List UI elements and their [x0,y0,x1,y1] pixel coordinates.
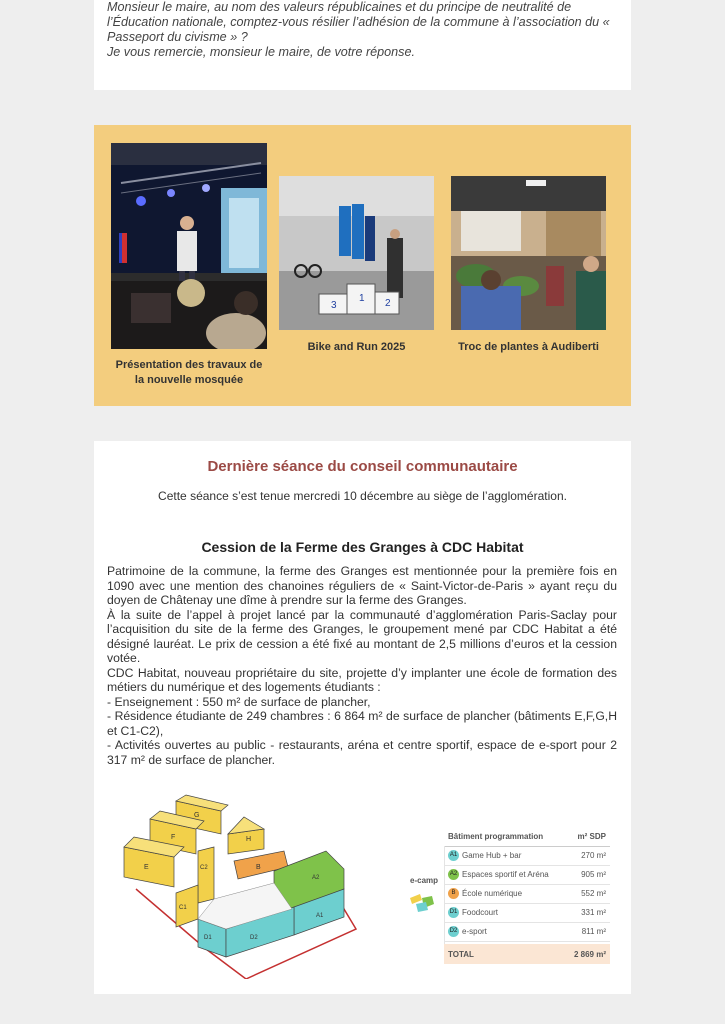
intro-line-2: l’Éducation nationale, comptez-vous résilier l’adhésion de la commune à l’association du « [107,15,610,29]
conseil-title: Dernière séance du conseil communautaire [207,458,518,475]
cession-body [107,564,617,767]
table-total-value: 2 869 m² [573,950,606,959]
table-row [444,865,610,885]
cession-paragraph-6: - Activités ouvertes au public - restaurants, aréna et centre sportif, espace de e-sport pour 2 317 m² de surface de plancher. [107,738,617,767]
photo-mosque-presentation [111,143,267,349]
conseil-card [94,441,631,994]
e-camp-thumbnail [408,890,436,912]
intro-line-4: Je vous remercie, monsieur le maire, de votre réponse. [107,45,415,59]
row-value: 331 m² [581,908,606,917]
row-value: 270 m² [581,851,606,860]
photo-2-caption: Bike and Run 2025 [307,341,406,353]
building-label-h: H [246,836,252,843]
table-header-left: Bâtiment programmation [448,832,544,841]
table-row [444,922,610,942]
row-badge: B [448,888,459,899]
table-header [444,826,610,847]
building-label-a1: A1 [316,913,324,919]
row-label: e-sport [462,927,487,936]
row-badge: D2 [448,926,459,937]
row-badge: A1 [448,850,459,861]
programmation-table [402,826,610,966]
cession-title: Cession de la Ferme des Granges à CDC Habitat [201,539,524,555]
photo-3-caption: Troc de plantes à Audiberti [458,341,599,353]
building-label-c1: C1 [179,905,187,911]
table-row [444,846,610,866]
row-value: 552 m² [581,889,606,898]
table-row [444,903,610,923]
photo-1-caption [111,358,267,388]
row-label: Game Hub + bar [462,851,522,860]
svg-text:3: 3 [331,300,337,311]
building-label-d1: D1 [204,935,212,941]
row-value: 905 m² [581,870,606,879]
table-group-cell [402,846,445,944]
cession-paragraph-5: - Résidence étudiante de 249 chambres : 6 864 m² de surface de plancher (bâtiments E,F,G,H et C1-C2), [107,709,617,738]
cession-paragraph-4: - Enseignement : 550 m² de surface de plancher, [107,694,371,709]
building-label-d2: D2 [250,935,258,941]
table-group-label: e-camp [410,876,439,885]
svg-text:2: 2 [385,298,391,309]
intro-card [94,0,631,90]
building-label-a2: A2 [312,875,320,881]
table-row [444,884,610,904]
table-header-right: m² SDP [577,832,606,841]
table-total-label: TOTAL [448,950,474,959]
building-label-g: G [194,812,200,819]
photo-gallery [94,125,631,406]
row-badge: A2 [448,869,459,880]
conseil-subtitle: Cette séance s’est tenue mercredi 10 décembre au siège de l’agglomération. [158,489,567,503]
photo-bike-and-run [279,176,434,330]
svg-text:1: 1 [359,293,365,304]
cession-paragraph-1: Patrimoine de la commune, la ferme des Granges est mentionnée pour la première fois en 1090 avec une mention des chanoines réguliers de « Saint-Victor-de-Paris » ayant reçu du doyen de Châtenay une dîme à prendre sur la ferme des Granges. [107,564,617,607]
row-badge: D1 [448,907,459,918]
row-value: 811 m² [581,927,606,936]
building-label-b: B [256,864,261,871]
row-label: École numérique [462,889,523,898]
site-plan-illustration [116,789,366,979]
row-label: Foodcourt [462,908,499,917]
intro-line-1: Monsieur le maire, au nom des valeurs républicaines et du principe de neutralité de [107,0,572,14]
building-label-f: F [171,834,176,841]
row-label: Espaces sportif et Aréna [462,870,549,879]
cession-paragraph-3: CDC Habitat, nouveau propriétaire du site, projette d’y implanter une école de formation des métiers du numérique et des logements étudiants : [107,665,617,694]
photo-1-caption-line-1: Présentation des travaux de [115,359,263,371]
table-total-row [444,944,610,964]
photo-plant-swap [451,176,606,330]
building-label-e: E [144,864,149,871]
building-label-c2: C2 [200,865,208,871]
photo-1-caption-line-2: la nouvelle mosquée [134,374,244,386]
intro-line-3: Passeport du civisme » ? [107,30,248,44]
cession-paragraph-2: À la suite de l’appel à projet lancé par la communauté d’agglomération Paris-Saclay pour l’acquisition du site de la ferme des Granges, le groupement mené par CDC Habitat a été désigné lauréat. Le prix de cession a été fixé au montant de 2,5 millions d’euros et la cession votée. [107,607,617,665]
